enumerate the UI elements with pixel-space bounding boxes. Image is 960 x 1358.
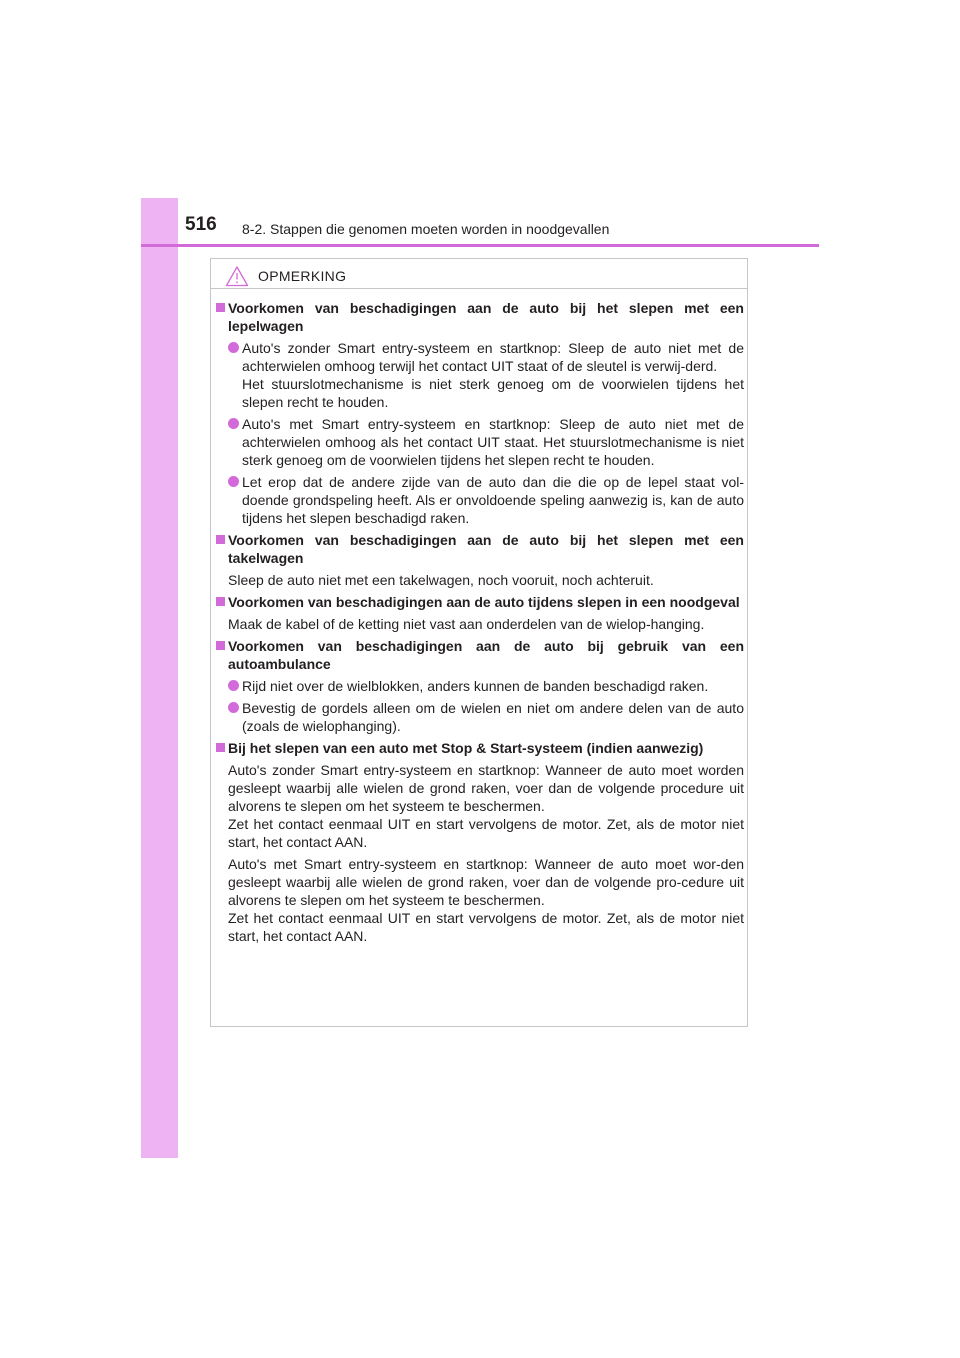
round-bullet-icon xyxy=(228,476,239,487)
bullet-text: Rijd niet over de wielblokken, anders kunnen de banden beschadigd raken. xyxy=(242,678,709,694)
bullet-text: Auto's zonder Smart entry-systeem en startknop: Sleep de auto niet met de achterwielen omhoog terwijl het contact UIT staat of de sleutel is verwij-derd. xyxy=(242,340,744,374)
paragraph-line: Zet het contact eenmaal UIT en start vervolgens de motor. Zet, als de motor niet start, het contact AAN. xyxy=(228,816,744,850)
section-title-text: Bij het slepen van een auto met Stop & Start-systeem (indien aanwezig) xyxy=(228,740,704,756)
section-title xyxy=(215,531,744,567)
section-title-text: Voorkomen van beschadigingen aan de auto bij gebruik van een autoambulance xyxy=(228,638,744,672)
round-bullet-icon xyxy=(228,342,239,353)
bullet-item xyxy=(215,339,744,411)
bullet-text: Auto's met Smart entry-systeem en startknop: Sleep de auto niet met de achterwielen omhoog als het contact UIT staat. Het stuurslotmechanisme is niet sterk genoeg om de voorwielen tijdens het slepen recht te houden. xyxy=(242,416,744,468)
notice-section xyxy=(215,637,744,735)
page-number: 516 xyxy=(185,214,217,235)
square-bullet-icon xyxy=(216,641,225,650)
round-bullet-icon xyxy=(228,702,239,713)
paragraph xyxy=(215,615,744,633)
paragraph xyxy=(215,855,744,945)
paragraph-line: Auto's zonder Smart entry-systeem en startknop: Wanneer de auto moet worden gesleept waarbij alle wielen de grond raken, voer dan de volgende procedure uit alvorens te slepen om het systeem te beschermen. xyxy=(228,762,744,814)
round-bullet-icon xyxy=(228,680,239,691)
notice-title: OPMERKING xyxy=(258,268,347,284)
square-bullet-icon xyxy=(216,597,225,606)
notice-box xyxy=(210,258,748,1027)
bullet-item xyxy=(215,699,744,735)
section-title-text: Voorkomen van beschadigingen aan de auto tijdens slepen in een noodgeval xyxy=(228,594,740,610)
bullet-text: Bevestig de gordels alleen om de wielen en niet om andere delen van de auto (zoals de wielophanging). xyxy=(242,700,744,734)
notice-divider xyxy=(211,288,747,289)
square-bullet-icon xyxy=(216,303,225,312)
paragraph-line: Zet het contact eenmaal UIT en start vervolgens de motor. Zet, als de motor niet start, het contact AAN. xyxy=(228,910,744,944)
notice-section xyxy=(215,593,744,633)
notice-section xyxy=(215,739,744,945)
section-title xyxy=(215,739,744,757)
bullet-item xyxy=(215,677,744,695)
bullet-extra-text: Het stuurslotmechanisme is niet sterk genoeg om de voorwielen tijdens het slepen recht te houden. xyxy=(242,376,744,410)
paragraph-line: Auto's met Smart entry-systeem en startknop: Wanneer de auto moet wor-den gesleept waarbij alle wielen de grond raken, voer dan de volgende pro-cedure uit alvorens te slepen om het systeem te beschermen. xyxy=(228,856,744,908)
round-bullet-icon xyxy=(228,418,239,429)
paragraph xyxy=(215,571,744,589)
page-header-title: 8-2. Stappen die genomen moeten worden in noodgevallen xyxy=(242,221,610,237)
bullet-item xyxy=(215,473,744,527)
notice-section xyxy=(215,531,744,589)
section-title xyxy=(215,593,744,611)
section-title xyxy=(215,637,744,673)
header-rule xyxy=(141,244,819,247)
paragraph xyxy=(215,761,744,851)
side-tab-band xyxy=(141,198,178,1158)
section-title-text: Voorkomen van beschadigingen aan de auto bij het slepen met een takelwagen xyxy=(228,532,744,566)
bullet-item xyxy=(215,415,744,469)
warning-triangle-icon xyxy=(225,265,249,287)
notice-section xyxy=(215,299,744,527)
section-title xyxy=(215,299,744,335)
notice-header xyxy=(225,263,346,289)
section-title-text: Voorkomen van beschadigingen aan de auto bij het slepen met een lepelwagen xyxy=(228,300,744,334)
square-bullet-icon xyxy=(216,535,225,544)
paragraph-line: Sleep de auto niet met een takelwagen, noch vooruit, noch achteruit. xyxy=(228,572,654,588)
paragraph-line: Maak de kabel of de ketting niet vast aan onderdelen van de wielop-hanging. xyxy=(228,616,705,632)
notice-content xyxy=(215,299,744,949)
square-bullet-icon xyxy=(216,743,225,752)
bullet-text: Let erop dat de andere zijde van de auto dan die die op de lepel staat vol-doende grondspeling heeft. Als er onvoldoende speling aanwezig is, kan de auto tijdens het slepen beschadigd raken. xyxy=(242,474,744,526)
